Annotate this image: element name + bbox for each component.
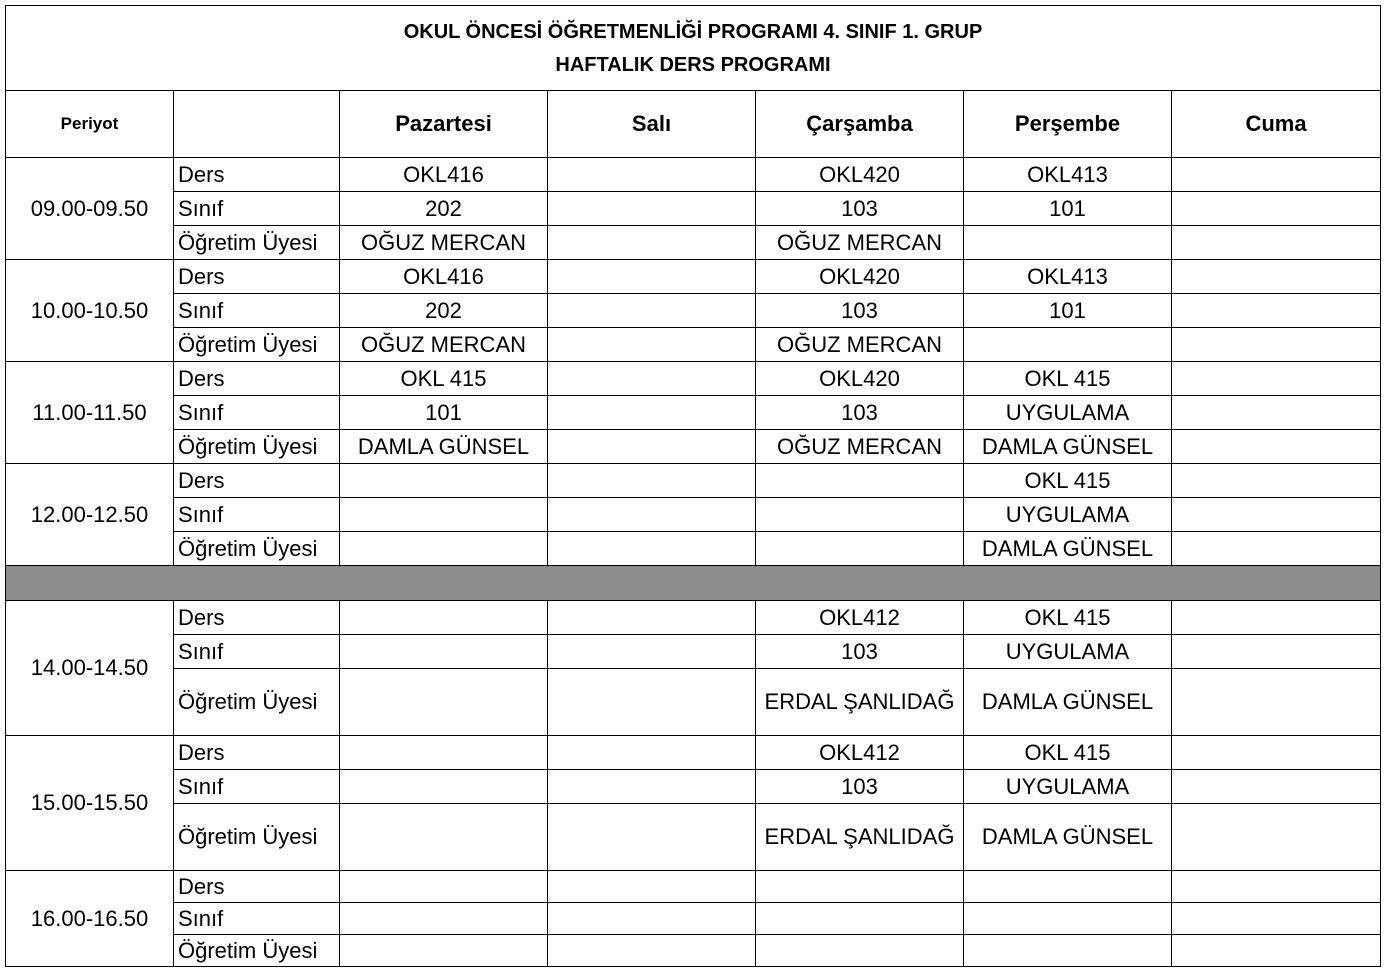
schedule-cell: 103 (756, 770, 964, 804)
schedule-cell: UYGULAMA (964, 770, 1172, 804)
schedule-cell (1172, 532, 1381, 566)
schedule-row (6, 158, 1381, 192)
period-time: 10.00-10.50 (6, 260, 174, 362)
schedule-cell (548, 158, 756, 192)
row-label-ders: Ders (174, 601, 340, 635)
schedule-row (6, 498, 1381, 532)
schedule-cell (548, 770, 756, 804)
row-label-sinif: Sınıf (174, 192, 340, 226)
schedule-row (6, 871, 1381, 903)
header-day-wednesday: Çarşamba (756, 91, 964, 158)
schedule-cell (964, 903, 1172, 935)
period-time: 11.00-11.50 (6, 362, 174, 464)
table-title (6, 6, 1381, 91)
schedule-row (6, 601, 1381, 635)
schedule-cell (1172, 669, 1381, 736)
schedule-cell (1172, 328, 1381, 362)
schedule-row (6, 294, 1381, 328)
header-period: Periyot (6, 91, 174, 158)
schedule-cell: 101 (340, 396, 548, 430)
row-label-ogretim: Öğretim Üyesi (174, 430, 340, 464)
schedule-cell (1172, 430, 1381, 464)
schedule-cell: DAMLA GÜNSEL (964, 669, 1172, 736)
schedule-cell (964, 328, 1172, 362)
schedule-cell (1172, 294, 1381, 328)
row-label-sinif: Sınıf (174, 635, 340, 669)
schedule-cell: 202 (340, 192, 548, 226)
schedule-cell: OKL413 (964, 158, 1172, 192)
row-label-ogretim: Öğretim Üyesi (174, 804, 340, 871)
schedule-cell: OKL420 (756, 158, 964, 192)
schedule-cell (548, 935, 756, 967)
header-day-thursday: Perşembe (964, 91, 1172, 158)
period-time: 12.00-12.50 (6, 464, 174, 566)
schedule-cell: UYGULAMA (964, 396, 1172, 430)
schedule-cell (340, 464, 548, 498)
schedule-cell: OKL420 (756, 260, 964, 294)
row-label-ogretim: Öğretim Üyesi (174, 226, 340, 260)
schedule-cell: OKL416 (340, 260, 548, 294)
schedule-cell: 202 (340, 294, 548, 328)
schedule-cell (340, 532, 548, 566)
title-line-1: OKUL ÖNCESİ ÖĞRETMENLİĞİ PROGRAMI 4. SINIF 1. GRUP (403, 21, 983, 43)
schedule-cell (340, 635, 548, 669)
schedule-cell (756, 498, 964, 532)
row-label-sinif: Sınıf (174, 770, 340, 804)
header-label (174, 91, 340, 158)
schedule-cell (548, 362, 756, 396)
schedule-cell (340, 601, 548, 635)
schedule-cell (548, 430, 756, 464)
schedule-row (6, 226, 1381, 260)
row-label-ders: Ders (174, 736, 340, 770)
schedule-cell (548, 532, 756, 566)
schedule-cell (1172, 635, 1381, 669)
schedule-cell (548, 396, 756, 430)
schedule-cell (548, 736, 756, 770)
schedule-cell (340, 804, 548, 871)
schedule-cell (548, 804, 756, 871)
schedule-cell (1172, 362, 1381, 396)
row-label-sinif: Sınıf (174, 903, 340, 935)
row-label-ders: Ders (174, 158, 340, 192)
schedule-cell: OKL412 (756, 736, 964, 770)
row-label-ogretim: Öğretim Üyesi (174, 532, 340, 566)
row-label-sinif: Sınıf (174, 294, 340, 328)
schedule-cell (340, 770, 548, 804)
schedule-cell (964, 226, 1172, 260)
schedule-cell (548, 464, 756, 498)
row-label-ders: Ders (174, 362, 340, 396)
schedule-row (6, 328, 1381, 362)
schedule-cell: DAMLA GÜNSEL (964, 430, 1172, 464)
row-label-ders: Ders (174, 260, 340, 294)
header-day-friday: Cuma (1172, 91, 1381, 158)
row-label-sinif: Sınıf (174, 498, 340, 532)
schedule-cell: 103 (756, 294, 964, 328)
schedule-cell (340, 871, 548, 903)
schedule-cell (1172, 736, 1381, 770)
row-label-ders: Ders (174, 464, 340, 498)
schedule-cell (548, 294, 756, 328)
schedule-row (6, 669, 1381, 736)
schedule-cell (756, 532, 964, 566)
schedule-cell (340, 669, 548, 736)
schedule-cell (964, 935, 1172, 967)
weekly-schedule-table (5, 5, 1381, 967)
header-day-tuesday: Salı (548, 91, 756, 158)
schedule-cell: UYGULAMA (964, 498, 1172, 532)
schedule-cell (756, 464, 964, 498)
schedule-cell: OKL 415 (964, 362, 1172, 396)
period-time: 15.00-15.50 (6, 736, 174, 871)
schedule-cell: OKL412 (756, 601, 964, 635)
schedule-cell (548, 328, 756, 362)
schedule-cell (1172, 226, 1381, 260)
schedule-cell (548, 669, 756, 736)
schedule-cell: 103 (756, 396, 964, 430)
schedule-cell: DAMLA GÜNSEL (964, 804, 1172, 871)
schedule-cell (1172, 935, 1381, 967)
schedule-row (6, 464, 1381, 498)
schedule-cell (548, 192, 756, 226)
title-line-2: HAFTALIK DERS PROGRAMI (555, 54, 831, 76)
period-time: 16.00-16.50 (6, 871, 174, 967)
schedule-cell (1172, 464, 1381, 498)
schedule-cell (756, 903, 964, 935)
schedule-row (6, 430, 1381, 464)
schedule-row (6, 903, 1381, 935)
schedule-cell: OKL 415 (964, 464, 1172, 498)
schedule-cell: OKL 415 (964, 736, 1172, 770)
header-row (6, 91, 1381, 158)
schedule-cell (1172, 158, 1381, 192)
lunch-break-separator (6, 566, 1381, 601)
separator-cell (6, 566, 1381, 601)
title-row (6, 6, 1381, 91)
schedule-cell (548, 635, 756, 669)
schedule-cell: DAMLA GÜNSEL (340, 430, 548, 464)
schedule-cell (340, 903, 548, 935)
schedule-cell (964, 871, 1172, 903)
schedule-cell (548, 601, 756, 635)
header-day-monday: Pazartesi (340, 91, 548, 158)
schedule-cell (1172, 498, 1381, 532)
schedule-cell (1172, 871, 1381, 903)
period-time: 14.00-14.50 (6, 601, 174, 736)
schedule-cell: OĞUZ MERCAN (340, 328, 548, 362)
schedule-cell (548, 903, 756, 935)
schedule-cell: OKL413 (964, 260, 1172, 294)
schedule-cell (756, 871, 964, 903)
period-time: 09.00-09.50 (6, 158, 174, 260)
schedule-row (6, 192, 1381, 226)
schedule-cell: OKL 415 (340, 362, 548, 396)
schedule-cell: UYGULAMA (964, 635, 1172, 669)
schedule-cell: OĞUZ MERCAN (340, 226, 548, 260)
schedule-cell (1172, 192, 1381, 226)
schedule-cell: OĞUZ MERCAN (756, 328, 964, 362)
row-label-sinif: Sınıf (174, 396, 340, 430)
schedule-cell (1172, 260, 1381, 294)
schedule-cell: 103 (756, 635, 964, 669)
schedule-cell: 103 (756, 192, 964, 226)
schedule-row (6, 396, 1381, 430)
schedule-cell (1172, 601, 1381, 635)
schedule-cell: ERDAL ŞANLIDAĞ (756, 804, 964, 871)
schedule-cell (1172, 804, 1381, 871)
schedule-row (6, 635, 1381, 669)
schedule-cell (340, 935, 548, 967)
schedule-row (6, 770, 1381, 804)
schedule-cell (340, 736, 548, 770)
schedule-cell: OKL416 (340, 158, 548, 192)
row-label-ogretim: Öğretim Üyesi (174, 935, 340, 967)
schedule-cell: OKL420 (756, 362, 964, 396)
schedule-cell (548, 871, 756, 903)
schedule-row (6, 362, 1381, 396)
schedule-cell: 101 (964, 192, 1172, 226)
schedule-row (6, 532, 1381, 566)
schedule-cell (340, 498, 548, 532)
schedule-row (6, 935, 1381, 967)
schedule-cell (1172, 770, 1381, 804)
row-label-ders: Ders (174, 871, 340, 903)
schedule-cell: 101 (964, 294, 1172, 328)
schedule-cell (548, 498, 756, 532)
schedule-cell: DAMLA GÜNSEL (964, 532, 1172, 566)
schedule-cell: OĞUZ MERCAN (756, 226, 964, 260)
schedule-cell (548, 260, 756, 294)
row-label-ogretim: Öğretim Üyesi (174, 328, 340, 362)
schedule-cell (1172, 903, 1381, 935)
schedule-row (6, 804, 1381, 871)
schedule-cell (548, 226, 756, 260)
schedule-cell (756, 935, 964, 967)
schedule-row (6, 260, 1381, 294)
schedule-cell: OKL 415 (964, 601, 1172, 635)
row-label-ogretim: Öğretim Üyesi (174, 669, 340, 736)
schedule-cell: OĞUZ MERCAN (756, 430, 964, 464)
schedule-cell (1172, 396, 1381, 430)
schedule-cell: ERDAL ŞANLIDAĞ (756, 669, 964, 736)
schedule-row (6, 736, 1381, 770)
